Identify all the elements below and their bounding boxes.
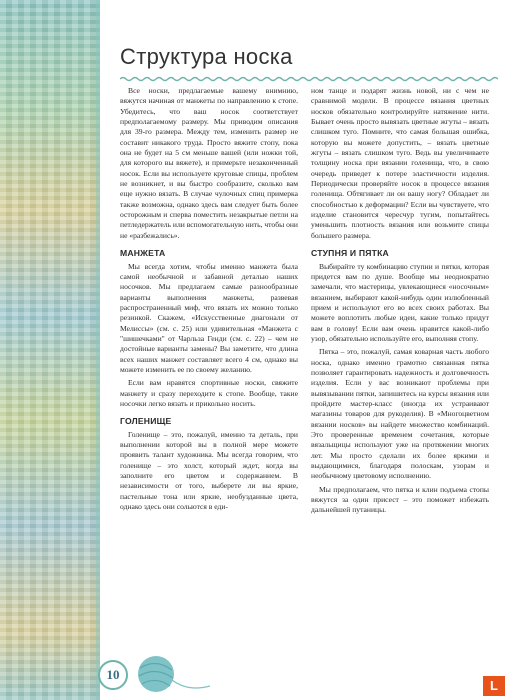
- section-heading-leg: ГОЛЕНИЩЕ: [120, 416, 172, 427]
- section-heading-foot: СТУПНЯ И ПЯТКА: [311, 248, 389, 259]
- foot-paragraph-2: Пятка – это, пожалуй, самая коварная часть любого носка, однако именно грамотно связанная пятка позволяет гарантировать надежность и долговечность изделия. Если у вас возникают проблемы при вывязывании пятки, запишитесь на курсы вязания или пройдите мастер-класс (иногда их устраивают магазины товаров для рукоделия). В «Многоцветном вязании носков» вы найдете множество комбинаций. Это проверенные временем сочетания, которые вязальщицы используют уже на протяжении многих лет. Мы просто сделали их более яркими и выдающимися, благодаря полоскам, узорам и необычному цветовому исполнению.: [311, 347, 489, 481]
- section-heading-cuff: МАНЖЕТА: [120, 248, 166, 259]
- column-left: [120, 86, 298, 515]
- intro-paragraph: Все носки, предлагаемые вашему внимнию, вяжутся начиная от манжеты по направлению к стопе. Убедитесь, что ваш носок соответствует предполагаемому размеру. Мы приводим описания для 39-го размера. Между тем, изменить размер не составит никакого труда. Просто вяжите стопу, пока она не будет на 5 см меньше вашей (или ножки той, для которого вы вяжете), и примерьте незаконченный носок. Если вы используете круговые спицы, проблем не возникнет, и вы быстро сообразите, сколько вам еще нужно вязать. В случае чулочных спиц примерка также возможна, однако здесь вам следует быть более осторожным и сперва поместить незакрытые петли на петледержатель или вспомогательную нить, чтобы они не «разбежались».: [120, 86, 298, 240]
- continued-paragraph: ном танце и подарят жизнь новой, ни с чем не сравнимой модели. В процессе вязания цветных носков обязательно контролируйте натяжение нити. Бывает очень просто вывязать цветные жгуты – вязать слишком туго. Помните, что самая большая ошибка, которую вы можете допустить, – вязать цветные жгуты – вязать слишком туго. Ведь вы увеличиваете толщину носка при вязании голенища, что, в свою очередь приведет к потере эластичности изделия. Периодически проверяйте носок в процессе вязания голенища. Обтягивает ли он вашу ногу? Обладает ли способностью к деформации? Если вы чувствуете, что изделие становится чересчур тугим, попытайтесь уменьшить плотность вязания или возьмите спицы большего размера.: [311, 86, 489, 240]
- foot-paragraph-1: Выбирайте ту комбинацию ступни и пятки, которая придется вам по душе. Вообще мы неоднократно замечали, что мастерицы, увлекающиеся «носочным» вязанием, выбирают какой-нибудь один излюбленный прием и используют его во всех своих работах. Вы можете воплотить любые идеи, какие только придут вам в голову! Если вам очень нравится какой-либо узор, обязательно используйте его, выполняя стопу.: [311, 261, 489, 343]
- leg-paragraph: Голенище – это, пожалуй, именно та деталь, при выполнении которой вы в полной мере можете проявить талант художника. Мы всегда говорим, что голенище – это холст, который ждет, когда вы заполните его цветом и содержанием. В независимости от того, выберете ли вы яркие, пастельные тона или яркие, необузданные цвета, однако здесь они сольются в еди-: [120, 429, 298, 512]
- knitted-texture-sidebar: [0, 0, 100, 700]
- publisher-logo: L: [483, 676, 505, 696]
- foot-paragraph-3: Мы предполагаем, что пятка и клин подъема стопы вяжутся за один присест – это поможет избежать дальнейшей путаницы.: [311, 484, 489, 515]
- page-title: Структура носка: [120, 44, 293, 69]
- wavy-divider: [120, 76, 498, 82]
- cuff-paragraph-2: Если вам нравятся спортивные носки, свяжите манжету и сразу переходите к стопе. Вообще, такие носочки легко вязать и прикольно носить.: [120, 378, 298, 408]
- column-right: [311, 86, 489, 519]
- page-number: 10: [98, 660, 128, 690]
- yarn-ball-icon: [122, 646, 212, 698]
- cuff-paragraph-1: Мы всегда хотим, чтобы именно манжета была самой необычной и забавной деталью наших носочков. Мы предлагаем самые разнообразные варианты выполнения манжеты, развевая распространенный миф, что вязать их можно только резинкой. Скажем, «Искусственные диагонали от Мелиссы» (см. с. 25) или удивительная «Манжета с "шишечками" от Чарльза Генди (см. с. 22) – чем не достойные варианты замены? Вы заметите, что длина всех наших манжет составляет всего 4 см, однако вы можете изменить ее по своему желанию.: [120, 261, 298, 374]
